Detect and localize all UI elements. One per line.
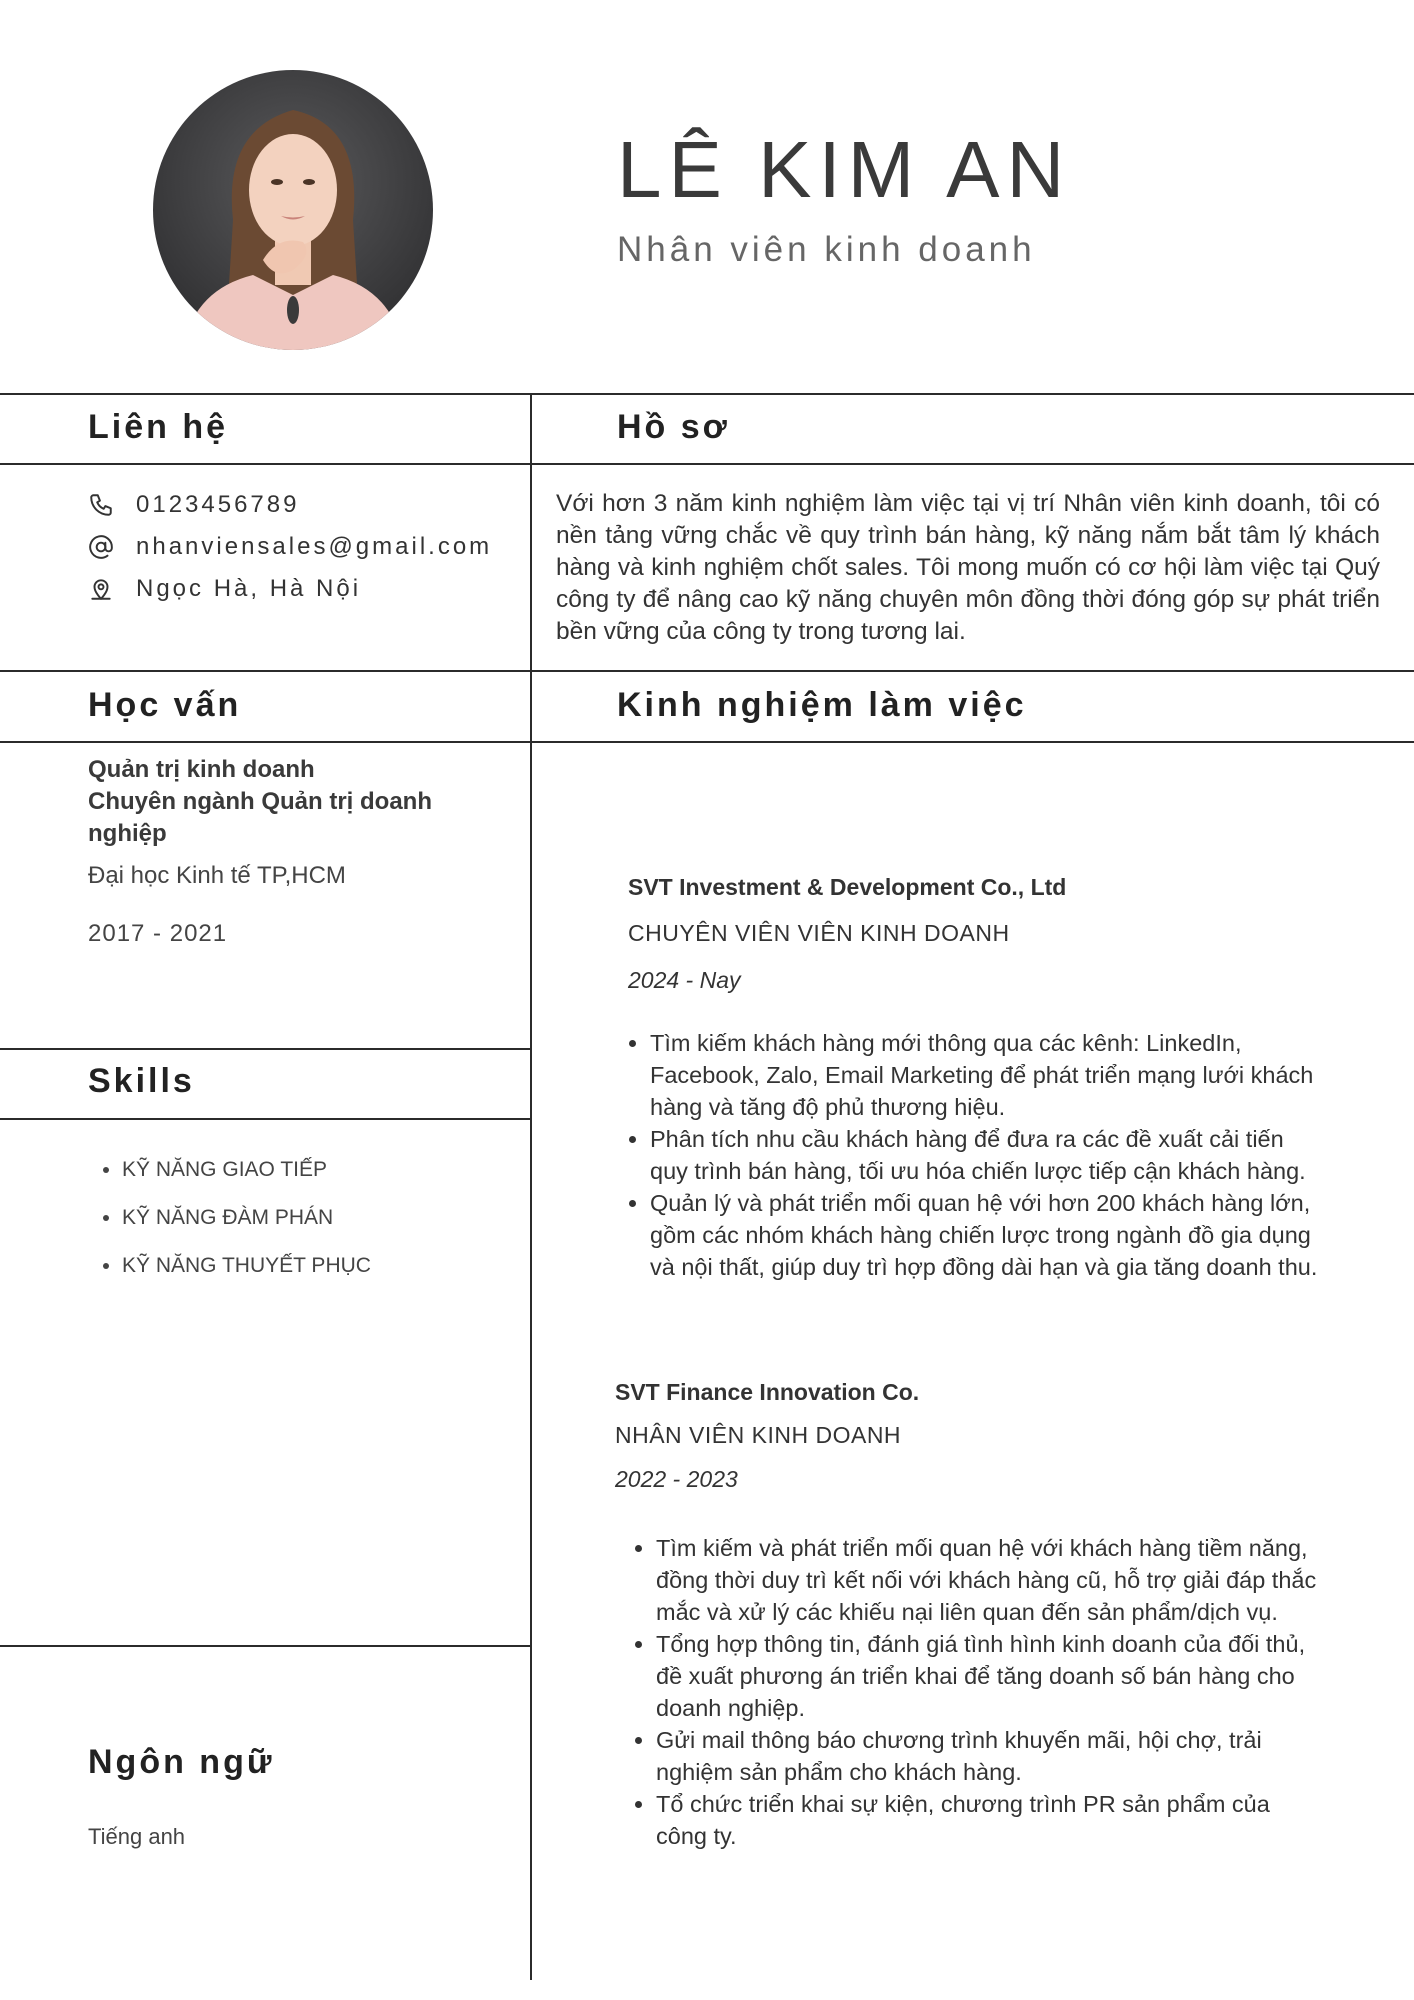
skills-heading: Skills [88,1062,195,1100]
phone-icon [88,492,114,518]
candidate-name: LÊ KIM AN [617,125,1072,214]
education-years: 2017 - 2021 [88,920,228,947]
degree-name: Quản trị kinh doanh [88,756,315,783]
divider [0,463,1414,465]
duty-item: • Tìm kiếm khách hàng mới thông qua các kênh: LinkedIn, Facebook, Zalo, Email Marketing để phát triển mạng lưới khách hàng và tăng độ phủ thương hiệu. [650,1027,1320,1123]
job-period: 2024 - Nay [628,967,741,993]
skills-list [88,1158,371,1302]
profile-summary: Với hơn 3 năm kinh nghiệm làm việc tại vị trí Nhân viên kinh doanh, tôi có nền tảng vững chắc về quy trình bán hàng, kỹ năng nắm bắt tâm lý khách hàng và kinh nghiệm chốt sales. Tôi mong muốn có cơ hội làm việc tại Quý công ty để nâng cao kỹ năng chuyên môn đồng thời đóng góp sự phát triển bền vững của công ty trong tương lai. [556,490,1380,645]
job-company: SVT Finance Innovation Co. [615,1379,920,1405]
email-text: nhanviensales@gmail.com [136,533,493,560]
duty-item: • Tổ chức triển khai sự kiện, chương trình PR sản phẩm của công ty. [656,1788,1326,1852]
address-text: Ngọc Hà, Hà Nội [136,575,362,602]
contact-heading: Liên hệ [88,408,229,446]
duty-item: • Phân tích nhu cầu khách hàng để đưa ra các đề xuất cải tiến quy trình bán hàng, tối ưu hóa chiến lược tiếp cận khách hàng. [650,1123,1320,1187]
phone-text: 0123456789 [136,491,300,518]
duty-item: • Gửi mail thông báo chương trình khuyến mãi, hội chợ, trải nghiệm sản phẩm cho khách hàng. [656,1724,1326,1788]
column-divider [530,393,532,1980]
skill-item: • KỸ NĂNG THUYẾT PHỤC [122,1254,371,1302]
at-sign-icon [88,534,114,560]
language-item: Tiếng anh [88,1824,186,1849]
duty-item: • Tìm kiếm và phát triển mối quan hệ với khách hàng tiềm năng, đồng thời duy trì kết nối với khách hàng cũ, hỗ trợ giải đáp thắc mắc và xử lý các khiếu nại liên quan đến sản phẩm/dịch vụ. [656,1532,1326,1628]
contact-phone [88,491,299,519]
divider [0,1118,531,1120]
major-name: Chuyên ngành Quản trị doanh nghiệp [88,788,432,847]
languages-heading: Ngôn ngữ [88,1743,275,1781]
contact-email [88,533,492,561]
location-pin-icon [88,576,114,602]
divider [0,1645,531,1647]
divider [0,393,1414,395]
divider [0,670,1414,672]
profile-heading: Hồ sơ [617,408,730,446]
candidate-role: Nhân viên kinh doanh [617,230,1036,269]
contact-address [88,575,361,603]
duty-item: • Tổng hợp thông tin, đánh giá tình hình kinh doanh của đối thủ, đề xuất phương án triển khai để tăng doanh số bán hàng cho doanh nghiệp. [656,1628,1326,1724]
skill-item: • KỸ NĂNG GIAO TIẾP [122,1158,371,1206]
job-period: 2022 - 2023 [615,1466,738,1492]
divider [0,741,1414,743]
job-position: CHUYÊN VIÊN VIÊN KINH DOANH [628,920,1010,946]
profile-photo [153,70,433,350]
skill-item: • KỸ NĂNG ĐÀM PHÁN [122,1206,371,1254]
education-degree [88,754,488,850]
school-name: Đại học Kinh tế TP,HCM [88,862,346,889]
job-position: NHÂN VIÊN KINH DOANH [615,1422,902,1448]
experience-heading: Kinh nghiệm làm việc [617,686,1027,724]
job-duties [630,1532,1326,1852]
job-company: SVT Investment & Development Co., Ltd [628,874,1067,900]
education-heading: Học vấn [88,686,242,724]
job-duties [624,1027,1320,1283]
duty-item: • Quản lý và phát triển mối quan hệ với hơn 200 khách hàng lớn, gồm các nhóm khách hàng chiến lược trong ngành đồ gia dụng và nội thất, giúp duy trì hợp đồng dài hạn và gia tăng doanh thu. [650,1187,1320,1283]
divider [0,1048,531,1050]
